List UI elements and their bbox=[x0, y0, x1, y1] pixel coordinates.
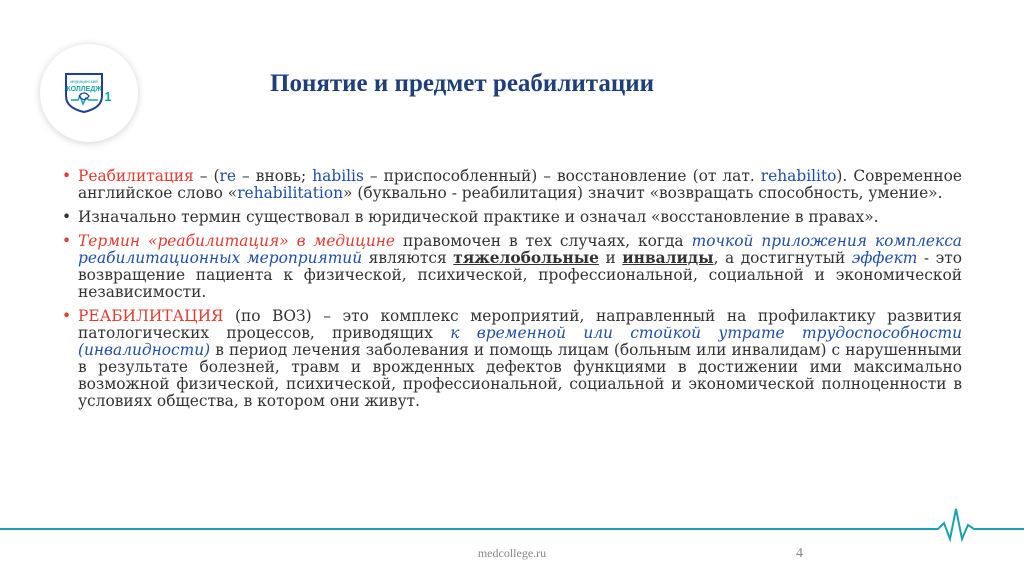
bullet-4 bbox=[62, 308, 962, 410]
b1-text-2: – ( bbox=[193, 167, 220, 185]
bullet-1 bbox=[62, 168, 962, 202]
b3-text-6: и bbox=[598, 249, 623, 267]
page-title: Понятие и предмет реабилитации bbox=[270, 70, 655, 97]
bullet-2 bbox=[62, 209, 962, 226]
b1-text-10: » (буквально - реабилитация) значит «возвращать способность, умение». bbox=[343, 184, 943, 202]
b3-application-point: точкой приложения комплекса реабилитационных мероприятий bbox=[78, 232, 962, 267]
content-body bbox=[62, 168, 962, 417]
logo-line1: медицинский bbox=[70, 79, 98, 84]
college-logo-shield-icon bbox=[64, 70, 116, 114]
page-number: 4 bbox=[796, 546, 803, 561]
footer-site: medcollege.ru bbox=[477, 546, 547, 560]
b3-seriously-ill: тяжелобольные bbox=[453, 249, 599, 267]
logo-line2: КОЛЛЕДЖ bbox=[66, 86, 102, 93]
b4-disability: к временной или стойкой утрате трудоспособности (инвалидности) bbox=[78, 324, 963, 359]
b1-rehabilitation: rehabilitation bbox=[237, 184, 344, 202]
b4-term: РЕАБИЛИТАЦИЯ bbox=[78, 307, 224, 325]
b3-text-4: являются bbox=[362, 249, 454, 267]
bullet-3 bbox=[62, 233, 962, 301]
b1-text-8: ). Современное английское слово « bbox=[78, 167, 962, 202]
b1-re: re bbox=[219, 167, 237, 185]
b1-habilis: habilis bbox=[312, 167, 364, 185]
college-logo bbox=[40, 44, 138, 142]
logo-number: 1 bbox=[104, 89, 112, 104]
b1-text-6: – приспособленный) – восстановление (от лат. bbox=[363, 167, 761, 185]
b3-text-10: - это возвращение пациента к физической, психической, профессиональной, социальной и экономической независимости. bbox=[78, 249, 963, 301]
b3-text-2: правомочен в тех случаях, когда bbox=[395, 232, 692, 250]
b1-term: Реабилитация bbox=[78, 167, 194, 185]
b1-text-4: – вновь; bbox=[236, 167, 313, 185]
b3-effect: эффект bbox=[851, 249, 918, 267]
b3-text-8: , а достигнутый bbox=[713, 249, 852, 267]
b2-text: Изначально термин существовал в юридической практике и означал «восстановление в правах». bbox=[78, 208, 879, 226]
b3-disabled: инвалиды bbox=[622, 249, 714, 267]
b1-rehabilito: rehabilito bbox=[760, 167, 837, 185]
footer-pulse-line bbox=[0, 505, 1024, 545]
b4-text-2: (по ВОЗ) – это комплекс мероприятий, направленный на профилактику развития патологических процессов, приводящих bbox=[78, 307, 962, 342]
b3-term: Термин «реабилитация» в медицине bbox=[78, 232, 395, 250]
b4-text-4: в период лечения заболевания и помощь лицам (больным или инвалидам) с нарушенными в результате болезней, травм и врожденных дефектов функциями в достижении ими максимально возможной физической, психической, профессиональной, социальной и экономической полноценности в условиях общества, в котором они живут. bbox=[78, 341, 962, 410]
